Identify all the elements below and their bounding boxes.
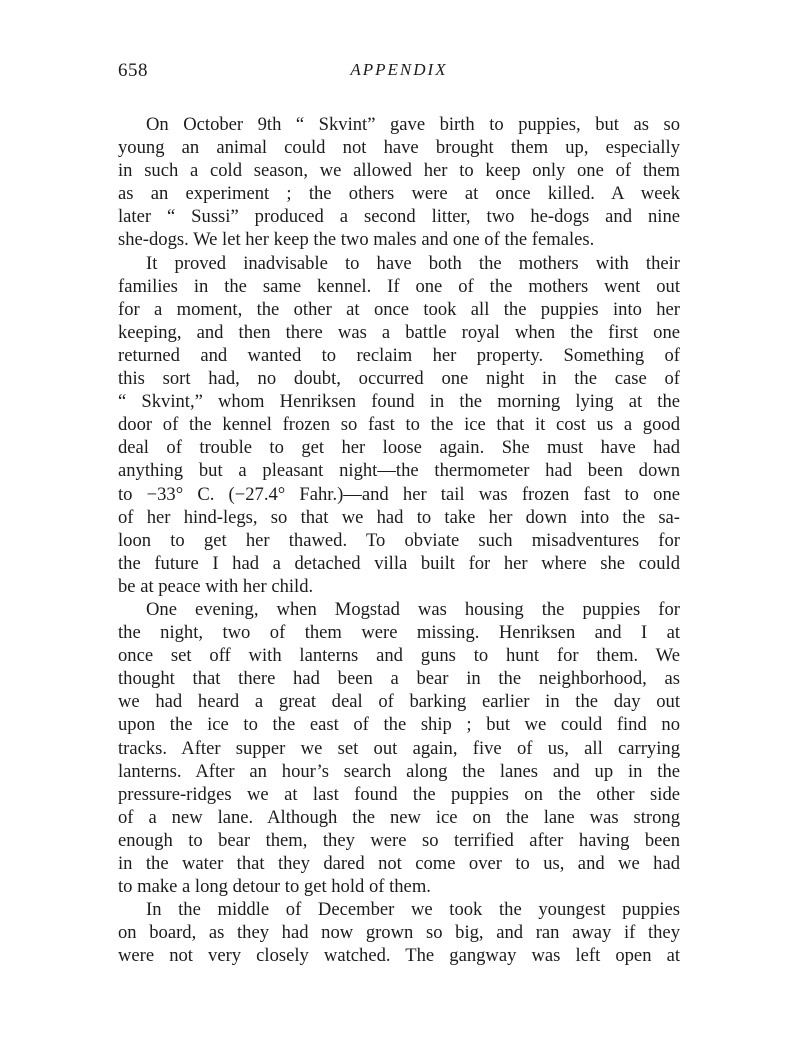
running-head: APPENDIX (350, 60, 448, 79)
text-line: once set off with lanterns and guns to hunt for them. We (118, 645, 680, 667)
page-header (118, 60, 680, 90)
text-line: On October 9th “ Skvint” gave birth to puppies, but as so (146, 114, 680, 135)
text-line: to make a long detour to get hold of them. (118, 876, 431, 898)
text-line: were not very closely watched. The gangway was left open at (118, 945, 680, 967)
paragraph-4 (118, 898, 680, 967)
text-line: thought that there had been a bear in the neighborhood, as (118, 668, 680, 690)
text-line: In the middle of December we took the youngest puppies (146, 899, 680, 921)
text-line: later “ Sussi” produced a second litter, two he-dogs and nine (118, 206, 680, 228)
text-line: young an animal could not have brought them up, especially (118, 137, 680, 159)
text-line: anything but a pleasant night—the thermometer had been down (118, 460, 680, 482)
text-line: One evening, when Mogstad was housing the puppies for (146, 598, 680, 620)
text-line: door of the kennel frozen so fast to the ice that it cost us a good (118, 414, 680, 436)
text-line: of a new lane. Although the new ice on the lane was strong (118, 806, 680, 828)
text-line: pressure-ridges we at last found the puppies on the other side (118, 783, 680, 805)
text-line: the future I had a detached villa built for her where she could (118, 552, 680, 574)
text-line: we had heard a great deal of barking earlier in the day out (118, 691, 680, 713)
paragraph-2 (118, 252, 680, 598)
text-line: upon the ice to the east of the ship ; but we could find no (118, 714, 680, 736)
text-line: for a moment, the other at once took all the puppies into her (118, 298, 680, 320)
text-line: tracks. After supper we set out again, five of us, all carrying (118, 737, 680, 759)
text-line: It proved inadvisable to have both the mothers with their (146, 252, 680, 274)
text-line: of her hind-legs, so that we had to take her down into the sa- (118, 506, 680, 528)
text-line: returned and wanted to reclaim her property. Something of (118, 344, 680, 366)
page-number: 658 (118, 60, 148, 81)
text-line: enough to bear them, they were so terrified after having been (118, 829, 680, 851)
text-line: this sort had, no doubt, occurred one night in the case of (118, 368, 680, 390)
text-line: be at peace with her child. (118, 575, 314, 597)
text-line: families in the same kennel. If one of the mothers went out (118, 275, 680, 297)
text-line: as an experiment ; the others were at once killed. A week (118, 183, 680, 205)
text-line: the night, two of them were missing. Henriksen and I at (118, 622, 680, 644)
paragraph-1 (118, 113, 680, 252)
text-line: in the water that they dared not come over to us, and we had (118, 853, 680, 874)
text-line: in such a cold season, we allowed her to keep only one of them (118, 160, 680, 182)
text-line: keeping, and then there was a battle royal when the first one (118, 321, 680, 343)
text-line: on board, as they had now grown so big, and ran away if they (118, 922, 680, 944)
text-line: lanterns. After an hour’s search along the lanes and up in the (118, 760, 680, 782)
text-line: deal of trouble to get her loose again. She must have had (118, 437, 680, 459)
text-line: to −33° C. (−27.4° Fahr.)—and her tail was frozen fast to one (118, 483, 680, 505)
text-line: loon to get her thawed. To obviate such misadventures for (118, 529, 680, 551)
body-text (118, 113, 680, 967)
paragraph-3 (118, 598, 680, 898)
text-line: “ Skvint,” whom Henriksen found in the morning lying at the (118, 391, 680, 413)
text-line: she-dogs. We let her keep the two males and one of the females. (118, 229, 595, 251)
